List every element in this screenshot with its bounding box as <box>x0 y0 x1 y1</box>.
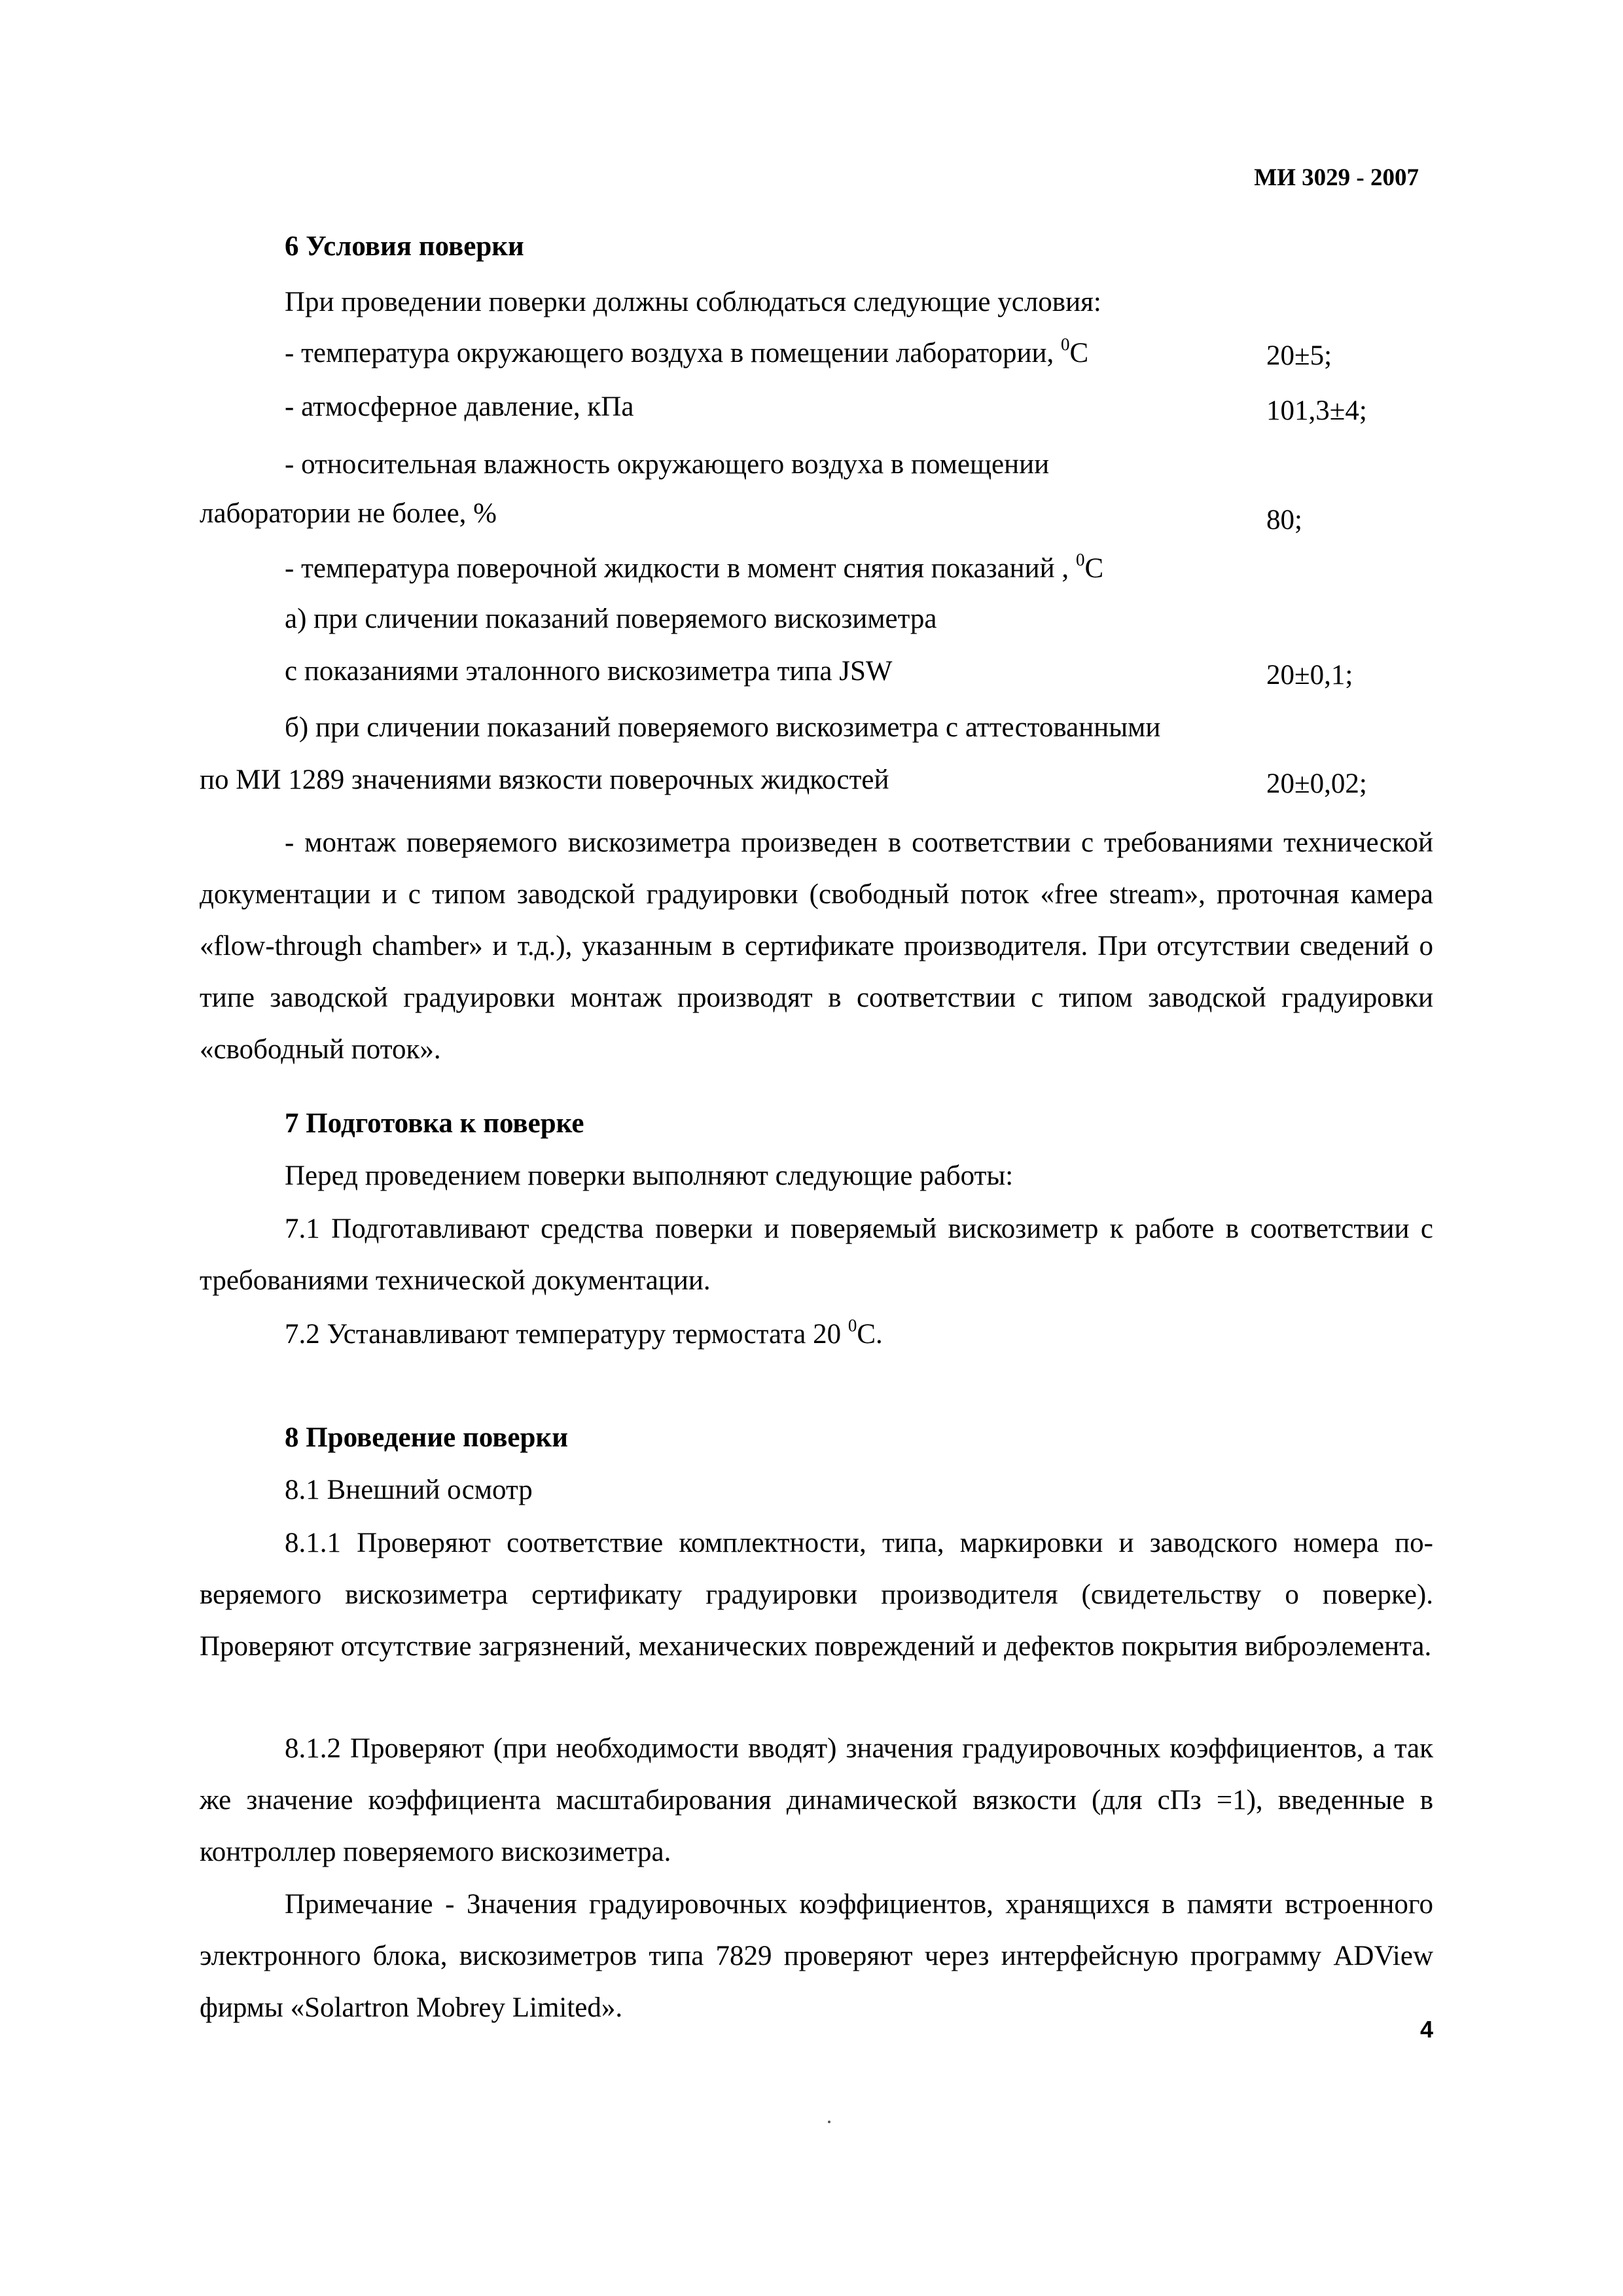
condition-liquid-temperature-text: - температура поверочной жидкости в момент снятия показаний , <box>285 553 1076 584</box>
paragraph-7-1: 7.1 Подготавливают средства поверки и поверяемый вискозиметр к работе в соответствии с требованиями технической документации. <box>200 1213 1433 1296</box>
condition-pressure-label: - атмосферное давление, кПа <box>285 391 634 422</box>
condition-air-temperature-label <box>285 334 1089 368</box>
condition-a-value: 20±0,1; <box>1266 660 1353 691</box>
condition-humidity-label-line1: - относительная влажность окружающего воздуха в помещении <box>285 449 1050 480</box>
page-number: 4 <box>1419 2016 1433 2043</box>
condition-air-temperature-value: 20±5; <box>1266 340 1332 371</box>
section-8-title: 8 Проведение поверки <box>285 1422 568 1453</box>
condition-b-line2: по МИ 1289 значениями вязкости поверочных жидкостей <box>200 764 889 795</box>
note-paragraph: Примечание - Значения градуировочных коэффициентов, хранящихся в памяти встроенного электронного блока, вискозиметров типа 7829 проверяют через интерфейсную программу ADView фирмы «Solartron Mobrey Limited». <box>200 1889 1433 2023</box>
degree-superscript: 0 <box>1061 334 1070 354</box>
condition-pressure-value: 101,3±4; <box>1266 395 1367 426</box>
condition-a-line2: с показаниями эталонного вискозиметра типа JSW <box>285 656 893 687</box>
document-code: МИ 3029 - 2007 <box>1254 164 1419 191</box>
celsius-letter: С. <box>857 1319 883 1350</box>
condition-liquid-temperature-label <box>285 550 1104 584</box>
condition-b-line1: б) при сличении показаний поверяемого вискозиметра с аттестованными <box>285 712 1161 743</box>
condition-air-temperature-text: - температура окружающего воздуха в помещении лаборатории, <box>285 338 1061 368</box>
condition-humidity-value: 80; <box>1266 505 1302 535</box>
scan-speck <box>828 2121 830 2123</box>
paragraph-8-1-2: 8.1.2 Проверяют (при необходимости вводят) значения градуировочных коэффициентов, а так же значение коэффициента масштабирования динамической вязкости (для сПз =1), введенные в контроллер поверяемого вискозиметра. <box>200 1733 1433 1867</box>
celsius-letter: С <box>1069 338 1089 368</box>
paragraph-8-1: 8.1 Внешний осмотр <box>285 1475 533 1505</box>
section-7-intro: Перед проведением поверки выполняют следующие работы: <box>285 1160 1014 1191</box>
degree-superscript: 0 <box>847 1316 857 1335</box>
section-6-intro: При проведении поверки должны соблюдаться следующие условия: <box>285 287 1101 317</box>
paragraph-7-2 <box>285 1316 883 1350</box>
condition-a-line1: а) при сличении показаний поверяемого вискозиметра <box>285 603 937 634</box>
section-6-title: 6 Условия поверки <box>285 231 524 262</box>
paragraph-7-2-text: 7.2 Устанавливают температуру термостата 20 <box>285 1319 848 1350</box>
celsius-letter: С <box>1084 553 1104 584</box>
degree-superscript: 0 <box>1075 550 1085 569</box>
section-7-title: 7 Подготовка к поверке <box>285 1108 584 1139</box>
condition-b-value: 20±0,02; <box>1266 768 1367 799</box>
condition-humidity-label-line2: лаборатории не более, % <box>200 498 497 529</box>
paragraph-8-1-1: 8.1.1 Проверяют соответствие комплектности, типа, маркировки и заводского номера поверяемого вискозиметра сертификату градуировки производителя (свидетельству о поверке). Проверяют отсутствие загрязнений, механических повреждений и дефектов покрытия виброэлемента. <box>200 1528 1433 1662</box>
mounting-paragraph: - монтаж поверяемого вискозиметра произведен в соответствии с требованиями технической документации и с типом заводской градуировки (свободный поток «free stream», проточная камера «flow-through chamber» и т.д.), указанным в сертификате производителя. При отсутствии сведений о типе заводской градуировки монтаж производят в соответствии с типом заводской градуировки «свободный поток». <box>200 827 1433 1065</box>
